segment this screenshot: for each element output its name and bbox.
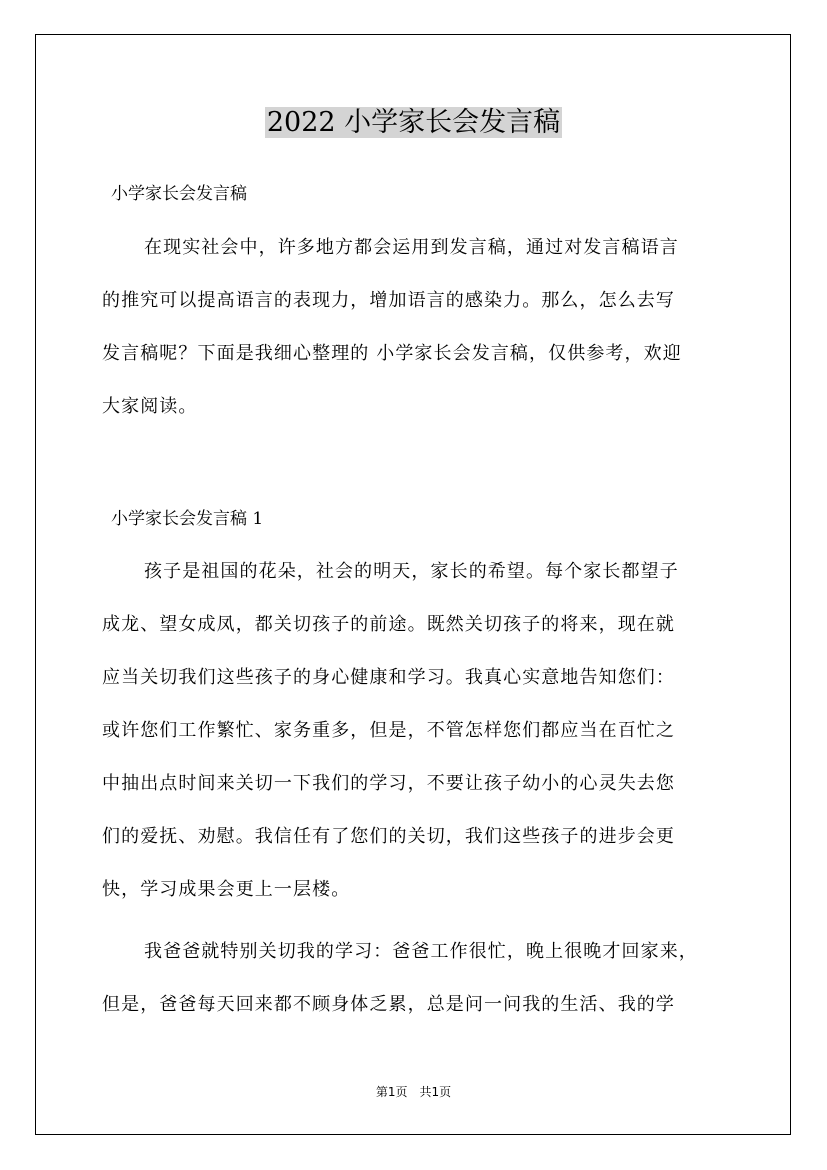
text-line: 成龙、望女成凤，都关切孩子的前途。既然关切孩子的将来，现在就 [102, 614, 675, 635]
document-title [0, 103, 827, 143]
text-line: 发言稿呢？下面是我细心整理的 小学家长会发言稿，仅供参考，欢迎 [102, 343, 682, 364]
body-paragraph-2 [102, 940, 732, 1046]
text-line: 们的爱抚、劝慰。我信任有了您们的关切，我们这些孩子的进步会更 [102, 826, 675, 847]
intro-paragraph [102, 236, 732, 448]
text-line: 但是，爸爸每天回来都不顾身体乏累，总是问一问我的生活、我的学 [102, 994, 675, 1015]
text-line: 或许您们工作繁忙、家务重多，但是，不管怎样您们都应当在百忙之 [102, 720, 675, 741]
text-line: 中抽出点时间来关切一下我们的学习，不要让孩子幼小的心灵失去您 [102, 773, 675, 794]
document-subtitle: 小学家长会发言稿 [111, 184, 247, 204]
text-line: 在现实社会中，许多地方都会运用到发言稿，通过对发言稿语言 [144, 237, 679, 258]
text-line: 的推究可以提高语言的表现力，增加语言的感染力。那么，怎么去写 [102, 290, 675, 311]
text-line: 应当关切我们这些孩子的身心健康和学习。我真心实意地告知您们： [102, 667, 675, 688]
page-number-footer: 第1页 共1页 [375, 1085, 452, 1099]
document-title-text: 2022 小学家长会发言稿 [266, 107, 561, 138]
body-paragraph-1 [102, 560, 732, 931]
text-line: 我爸爸就特别关切我的学习：爸爸工作很忙，晚上很晚才回家来， [144, 941, 698, 962]
text-line: 孩子是祖国的花朵，社会的明天，家长的希望。每个家长都望子 [144, 561, 679, 582]
text-line: 快，学习成果会更上一层楼。 [102, 879, 351, 900]
text-line: 大家阅读。 [102, 396, 198, 417]
section-heading: 小学家长会发言稿 1 [111, 509, 264, 529]
